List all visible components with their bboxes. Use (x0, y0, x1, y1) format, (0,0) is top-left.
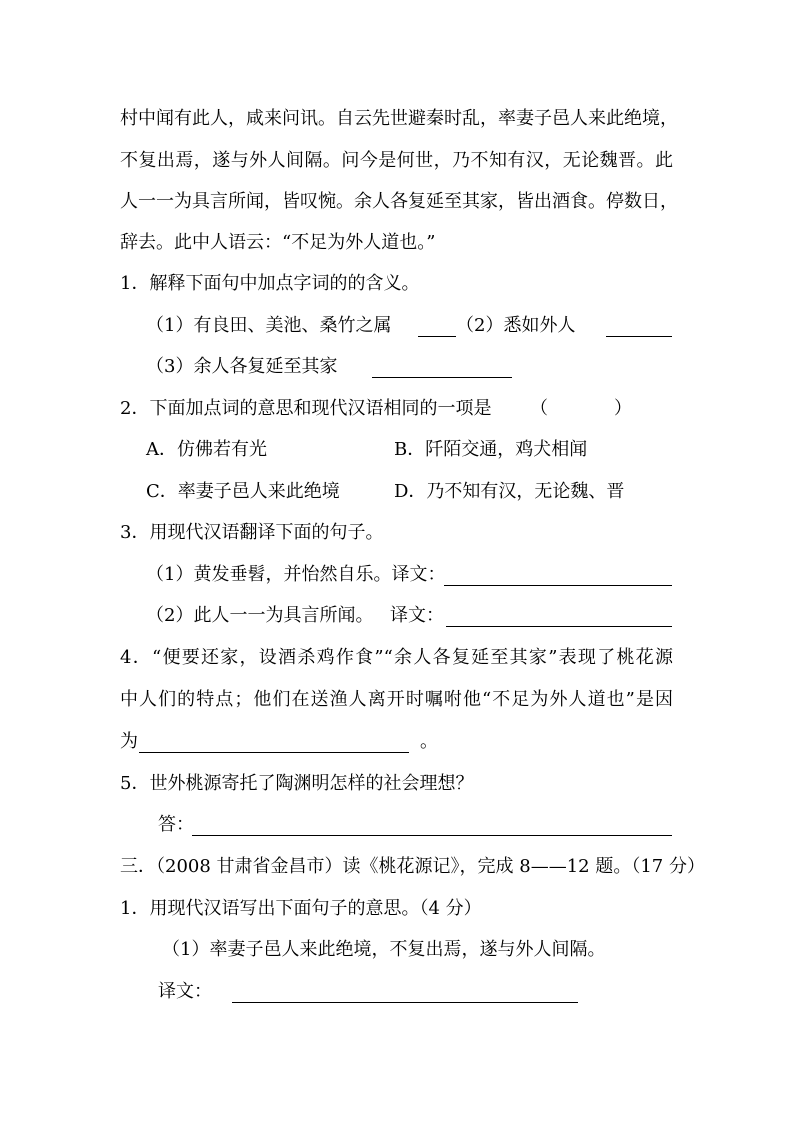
q1-item-2: （2）悉如外人 (456, 315, 576, 336)
q3-blank-2[interactable] (446, 608, 672, 627)
passage-line-1: 村中闻有此人，咸来问讯。自云先世避秦时乱，率妻子邑人来此绝境， (120, 108, 678, 129)
q4-line-3-prefix: 为 (120, 731, 138, 752)
s3-q1-answer-blank[interactable] (232, 984, 578, 1003)
q4-blank[interactable] (139, 734, 409, 753)
q3-item-2: （2）此人一一为具言所闻。 (146, 605, 374, 626)
passage-line-3: 人一一为具言所闻，皆叹惋。余人各复延至其家，皆出酒食。停数日， (120, 191, 678, 212)
s3-q1-item-1: （1）率妻子邑人来此绝境，不复出焉，遂与外人间隔。 (162, 939, 606, 960)
s3-q1-answer-label: 译文： (158, 981, 212, 1002)
q5-title: 5．世外桃源寄托了陶渊明怎样的社会理想？ (120, 773, 474, 794)
q2-option-d: D．乃不知有汉，无论魏、晋 (394, 481, 625, 502)
q4-line-1: 4．“便要还家，设酒杀鸡作食”“余人各复延至其家”表现了桃花源 (120, 647, 673, 668)
q1-item-1: （1）有良田、美池、桑竹之属 (146, 315, 392, 336)
section-3-title: 三．（2008 甘肃省金昌市）读《桃花源记》，完成 8——12 题。（17 分） (120, 856, 705, 877)
q4-line-2: 中人们的特点；他们在送渔人离开时嘱咐他“不足为外人道也”是因 (120, 689, 673, 710)
q3-item-2-label: 译文： (390, 605, 444, 626)
q5-answer-label: 答： (158, 814, 194, 835)
q3-title: 3．用现代汉语翻译下面的句子。 (120, 522, 384, 543)
q2-option-c: C．率妻子邑人来此绝境 (146, 481, 340, 502)
s3-q1-title: 1．用现代汉语写出下面句子的意思。（4 分） (120, 898, 482, 919)
q2-option-b: B．阡陌交通，鸡犬相闻 (394, 439, 588, 460)
q4-line-3-suffix: 。 (420, 731, 438, 752)
q1-blank-3[interactable] (372, 359, 512, 378)
passage-line-2: 不复出焉，遂与外人间隔。问今是何世，乃不知有汉，无论魏晋。此 (120, 150, 673, 171)
q1-blank-2[interactable] (606, 318, 672, 337)
q2-title: 2．下面加点词的意思和现代汉语相同的一项是 (120, 398, 492, 419)
q1-blank-1[interactable] (418, 318, 456, 337)
q1-item-3: （3）余人各复延至其家 (146, 356, 338, 377)
q3-item-1: （1）黄发垂髫，并怡然自乐。译文： (146, 564, 446, 585)
passage-line-4: 辞去。此中人语云：“不足为外人道也。” (120, 232, 436, 253)
q3-blank-1[interactable] (444, 567, 672, 586)
q1-title: 1．解释下面句中加点字词的的含义。 (120, 273, 420, 294)
q2-option-a: A．仿佛若有光 (146, 439, 267, 460)
q2-paren-open: （ (530, 398, 548, 419)
q5-answer-blank[interactable] (192, 817, 672, 836)
q2-paren-close: ） (614, 398, 632, 419)
